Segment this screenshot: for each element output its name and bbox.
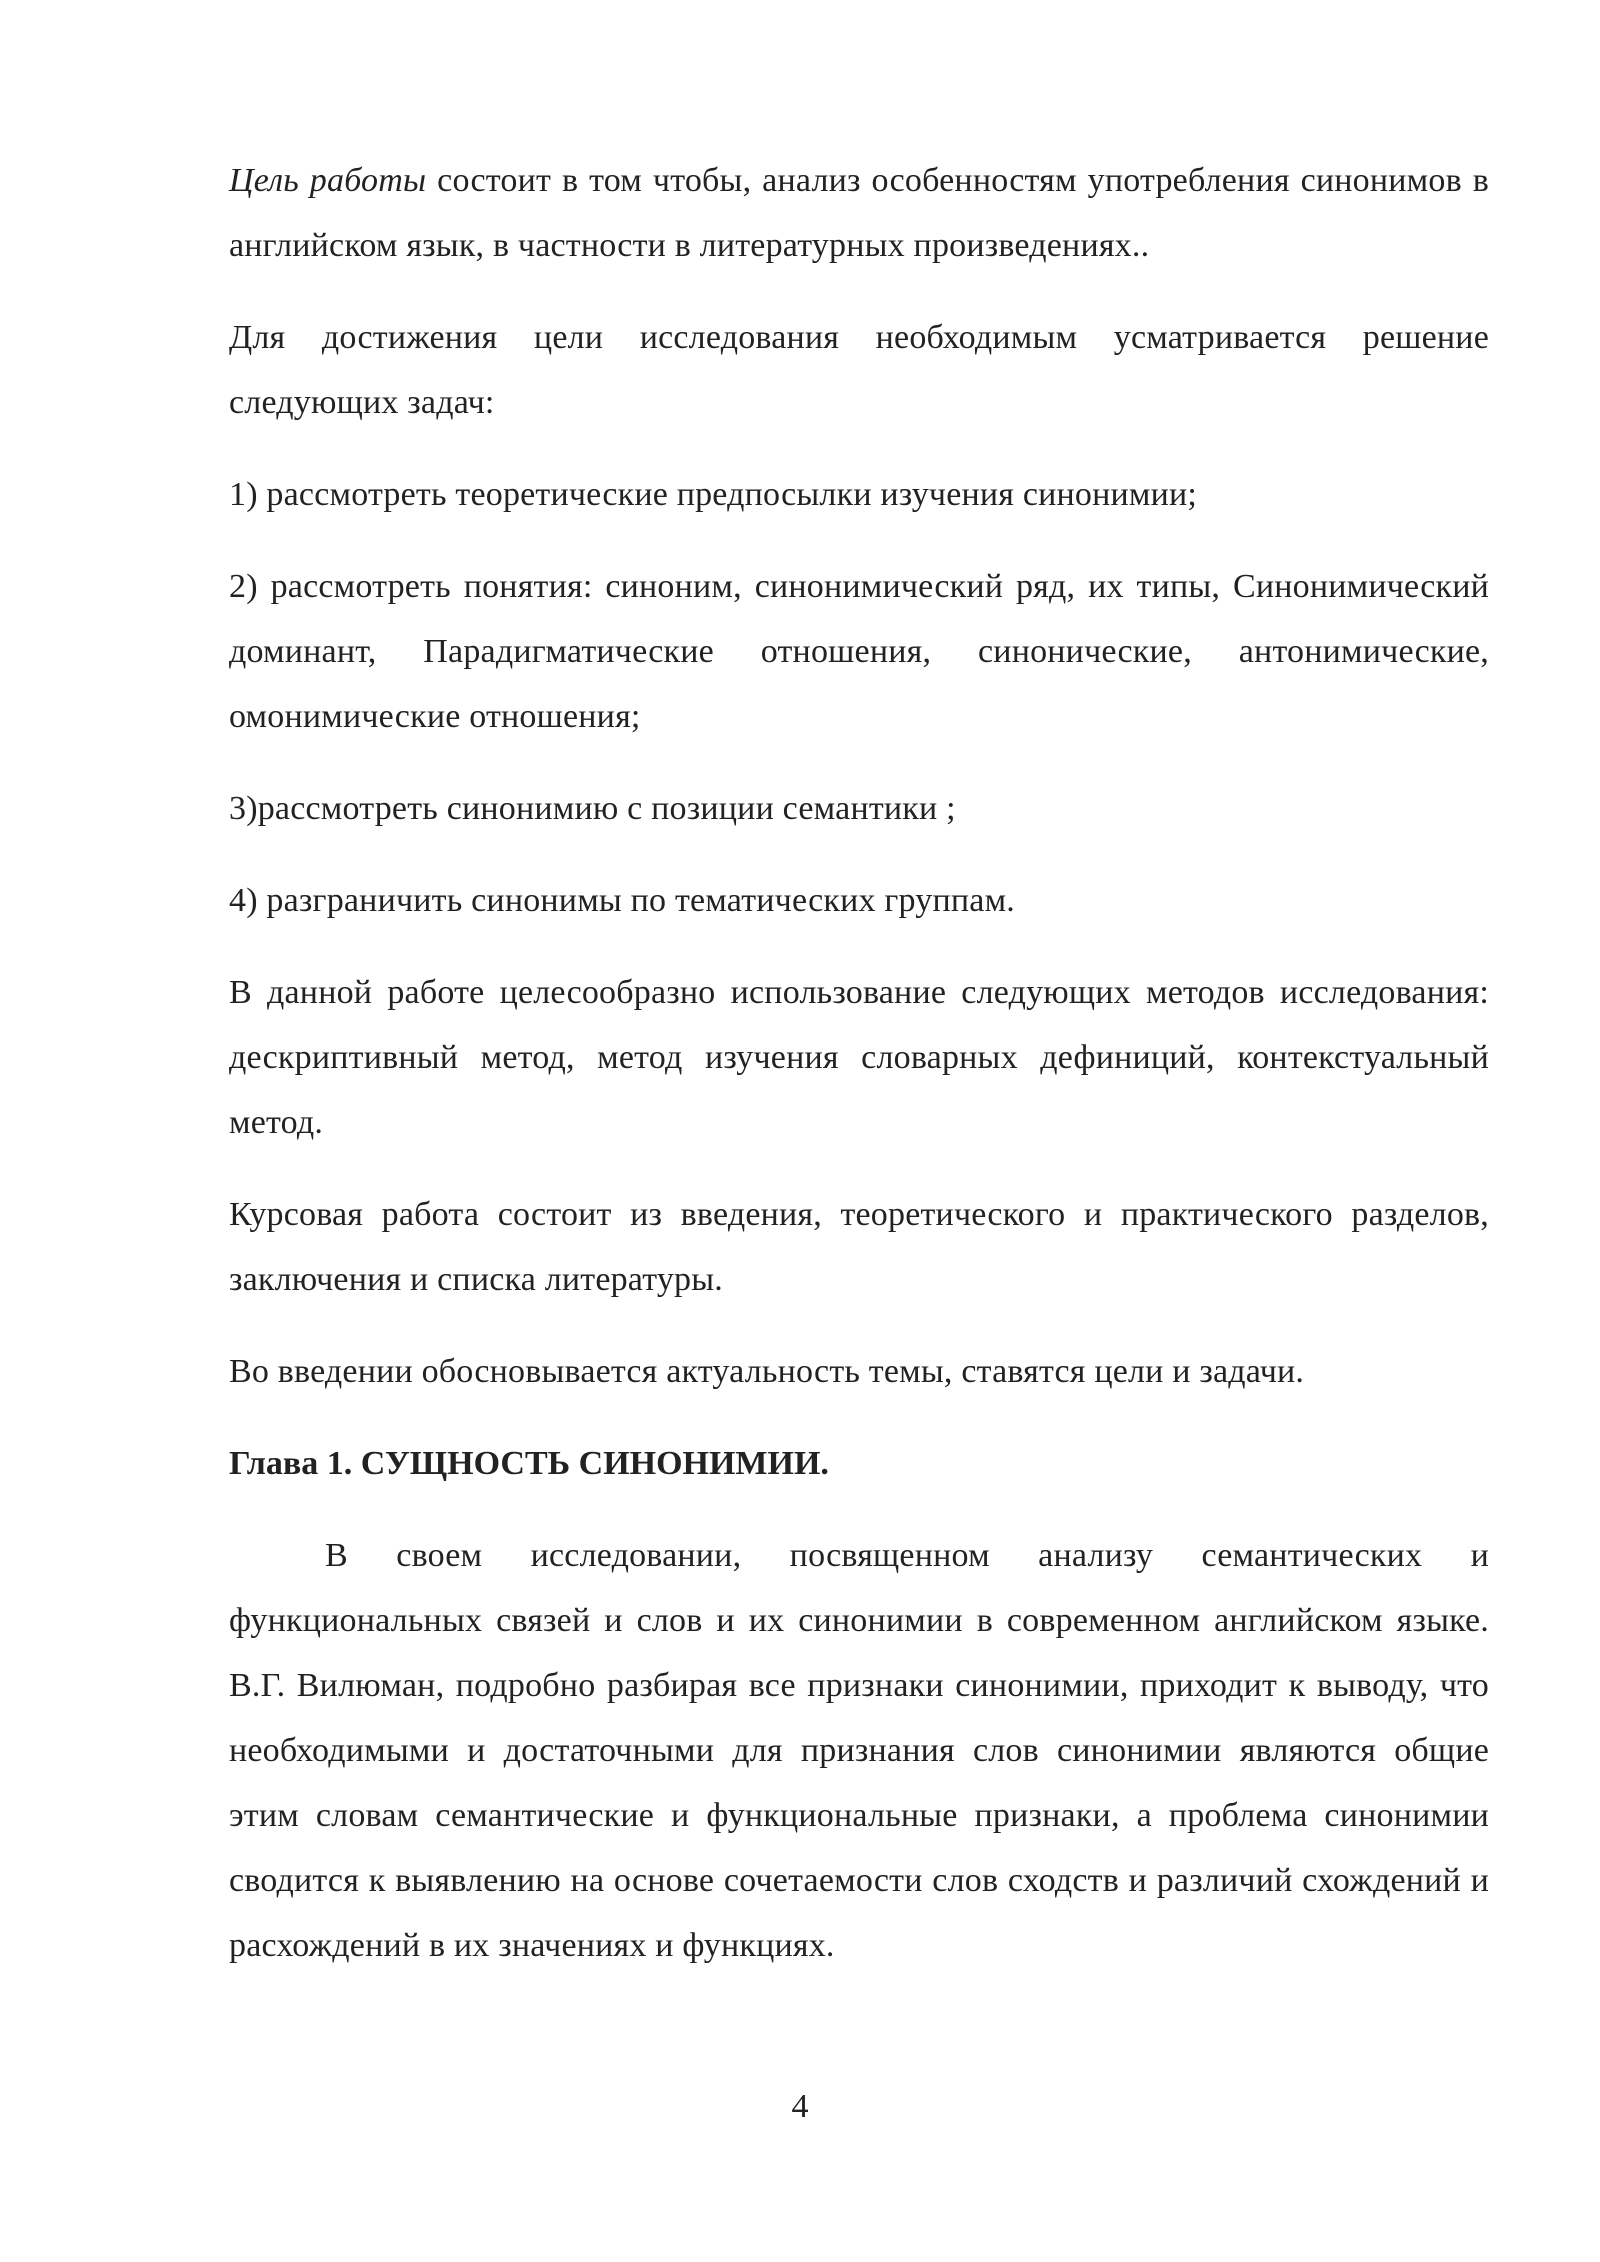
paragraph-methods: В данной работе целесообразно использование следующих методов исследования: дескриптивный метод, метод изучения словарных дефиниций, контекстуальный метод. xyxy=(229,974,1489,1141)
goal-text: состоит в том чтобы, анализ особенностям употребления синонимов в английском язык, в частности в литературных произведениях.. xyxy=(229,162,1489,264)
chapter-heading: Глава 1. СУЩНОСТЬ СИНОНИМИИ. xyxy=(229,1445,829,1482)
paragraph-introduction: Во введении обосновывается актуальность темы, ставятся цели и задачи. xyxy=(229,1353,1305,1390)
paragraph-task-2: 2) рассмотреть понятия: синоним, синонимический ряд, их типы, Синонимический доминант, Парадигматические отношения, синонические, антонимические, омонимические отношения; xyxy=(229,568,1489,735)
goal-lead-italic: Цель работы xyxy=(229,162,427,199)
paragraph-goal xyxy=(229,148,1489,278)
document-page xyxy=(229,148,1489,2005)
paragraph-tasks-intro: Для достижения цели исследования необходимым усматривается решение следующих задач: xyxy=(229,319,1489,421)
paragraph-chapter-body: В своем исследовании, посвященном анализу семантических и функциональных связей и слов и их синонимии в современном английском языке. В.Г. Вилюман, подробно разбирая все признаки синонимии, приходит к выводу, что необходимыми и достаточными для признания слов синонимии являются общие этим словам семантические и функциональные признаки, а проблема синонимии сводится к выявлению на основе сочетаемости слов сходств и различий схождений и расхождений в их значениях и функциях. xyxy=(229,1537,1489,1964)
page-number: 4 xyxy=(791,2088,809,2125)
paragraph-structure: Курсовая работа состоит из введения, теоретического и практического разделов, заключения и списка литературы. xyxy=(229,1196,1489,1298)
paragraph-task-1: 1) рассмотреть теоретические предпосылки изучения синонимии; xyxy=(229,476,1198,513)
paragraph-task-4: 4) разграничить синонимы по тематических группам. xyxy=(229,882,1015,919)
paragraph-task-3: 3)рассмотреть синонимию с позиции семантики ; xyxy=(229,790,956,827)
